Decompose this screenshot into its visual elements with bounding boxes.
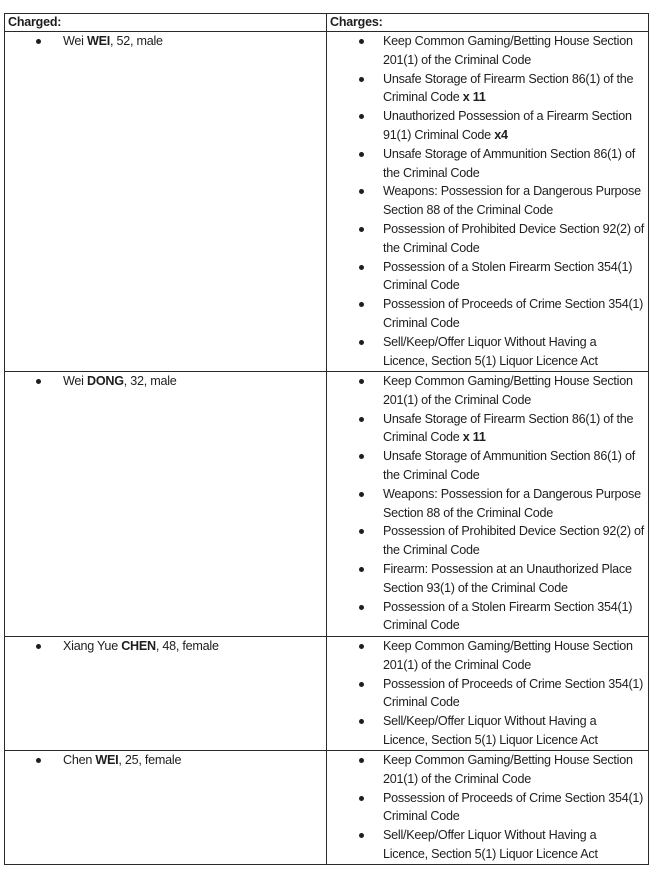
bullet-icon (359, 682, 364, 687)
charges-list (327, 637, 648, 750)
person-item (5, 372, 326, 391)
charge-text: Sell/Keep/Offer Liquor Without Having a Licence, Section 5(1) Liquor Licence Act (383, 828, 598, 861)
table-row (5, 32, 649, 372)
table-row (5, 637, 649, 751)
header-row (5, 14, 649, 32)
bullet-icon (359, 77, 364, 82)
charge-item (327, 485, 648, 523)
bullet-icon (359, 529, 364, 534)
charge-text: Unsafe Storage of Firearm Section 86(1) of the Criminal Code (383, 411, 634, 445)
bullet-icon (359, 796, 364, 801)
charged-cell (5, 637, 327, 751)
charges-cell (327, 751, 649, 865)
bullet-icon (359, 152, 364, 157)
charge-text: Possession of Proceeds of Crime Section 354(1) Criminal Code (383, 297, 644, 330)
charge-text: Possession of a Stolen Firearm Section 354(1) Criminal Code (383, 599, 633, 633)
person-given-name: Wei (63, 374, 87, 388)
charge-item (327, 789, 648, 827)
person-details: , 25, female (118, 753, 182, 767)
bullet-icon (359, 567, 364, 572)
charge-item (327, 70, 648, 108)
charge-item (327, 220, 648, 258)
charge-item (327, 447, 648, 485)
charges-cell (327, 32, 649, 372)
charge-text: Possession of Prohibited Device Section 92(2) of the Criminal Code (383, 221, 645, 255)
charge-text: Sell/Keep/Offer Liquor Without Having a Licence, Section 5(1) Liquor Licence Act (383, 334, 598, 368)
charged-header: Charged: (5, 14, 327, 32)
bullet-icon (36, 644, 41, 649)
bullet-icon (359, 340, 364, 345)
charge-text: Unsafe Storage of Ammunition Section 86(1) of the Criminal Code (383, 146, 635, 180)
charge-text: Keep Common Gaming/Betting House Section 201(1) of the Criminal Code (383, 374, 633, 407)
person-item (5, 751, 326, 770)
person-given-name: Wei (63, 34, 87, 48)
charge-text: Possession of Proceeds of Crime Section 354(1) Criminal Code (383, 676, 644, 710)
charge-item (327, 826, 648, 864)
charge-item (327, 372, 648, 410)
bullet-icon (359, 644, 364, 649)
person-surname: CHEN (121, 639, 156, 653)
charge-text: Keep Common Gaming/Betting House Section 201(1) of the Criminal Code (383, 753, 633, 786)
bullet-icon (359, 379, 364, 384)
bullet-icon (359, 833, 364, 838)
charges-cell (327, 637, 649, 751)
table-row (5, 372, 649, 637)
bullet-icon (359, 719, 364, 724)
charged-list (5, 751, 326, 770)
charged-list (5, 637, 326, 656)
bullet-icon (359, 114, 364, 119)
charge-text: Possession of a Stolen Firearm Section 354(1) Criminal Code (383, 259, 633, 293)
bullet-icon (36, 758, 41, 763)
charged-list (5, 372, 326, 391)
person-surname: WEI (95, 753, 119, 767)
person-details: , 48, female (155, 639, 219, 653)
charges-list (327, 32, 648, 370)
person-details: , 32, male (123, 374, 177, 388)
charge-text: Unauthorized Possession of a Firearm Section 91(1) Criminal Code (383, 109, 632, 142)
charges-table (4, 13, 649, 865)
bullet-icon (359, 758, 364, 763)
charges-list (327, 751, 648, 864)
bullet-icon (359, 227, 364, 232)
charge-item (327, 522, 648, 560)
bullet-icon (359, 302, 364, 307)
charge-text: Keep Common Gaming/Betting House Section 201(1) of the Criminal Code (383, 34, 633, 67)
charge-text: Sell/Keep/Offer Liquor Without Having a Licence, Section 5(1) Liquor Licence Act (383, 714, 598, 747)
person-item (5, 32, 326, 51)
charge-item (327, 32, 648, 70)
charge-item (327, 107, 648, 145)
bullet-icon (359, 492, 364, 497)
charge-item (327, 560, 648, 598)
bullet-icon (36, 379, 41, 384)
charges-list (327, 372, 648, 635)
person-given-name: Xiang Yue (63, 639, 122, 653)
charge-item (327, 637, 648, 675)
charged-list (5, 32, 326, 51)
charges-cell (327, 372, 649, 637)
charge-count: x 11 (462, 430, 486, 445)
charged-cell (5, 372, 327, 637)
charge-item (327, 675, 648, 713)
charge-text: Weapons: Possession for a Dangerous Purpose Section 88 of the Criminal Code (383, 486, 641, 520)
person-surname: WEI (86, 34, 111, 48)
charge-item (327, 751, 648, 789)
bullet-icon (359, 417, 364, 422)
charged-cell (5, 751, 327, 865)
charge-text: Possession of Prohibited Device Section 92(2) of the Criminal Code (383, 524, 645, 558)
person-details: , 52, male (110, 34, 163, 48)
charge-item (327, 333, 648, 371)
bullet-icon (359, 39, 364, 44)
charge-item (327, 410, 648, 448)
charge-text: Possession of Proceeds of Crime Section 354(1) Criminal Code (383, 790, 644, 824)
person-given-name: Chen (63, 753, 96, 767)
charge-text: Keep Common Gaming/Betting House Section 201(1) of the Criminal Code (383, 639, 633, 672)
charge-item (327, 598, 648, 636)
table-row (5, 751, 649, 865)
charge-item (327, 295, 648, 333)
bullet-icon (359, 189, 364, 194)
charge-count: x4 (494, 127, 508, 142)
charge-item (327, 712, 648, 750)
person-item (5, 637, 326, 656)
charged-cell (5, 32, 327, 372)
charge-count: x 11 (462, 90, 486, 105)
charge-item (327, 258, 648, 296)
bullet-icon (359, 265, 364, 270)
charge-item (327, 182, 648, 220)
charge-item (327, 145, 648, 183)
charge-text: Unsafe Storage of Firearm Section 86(1) of the Criminal Code (383, 71, 634, 105)
charge-text: Unsafe Storage of Ammunition Section 86(1) of the Criminal Code (383, 449, 635, 482)
charge-text: Weapons: Possession for a Dangerous Purpose Section 88 of the Criminal Code (383, 184, 641, 218)
bullet-icon (36, 39, 41, 44)
charge-text: Firearm: Possession at an Unauthorized Place Section 93(1) of the Criminal Code (383, 561, 632, 595)
person-surname: DONG (86, 374, 124, 388)
bullet-icon (359, 454, 364, 459)
charges-header: Charges: (327, 14, 649, 32)
bullet-icon (359, 605, 364, 610)
